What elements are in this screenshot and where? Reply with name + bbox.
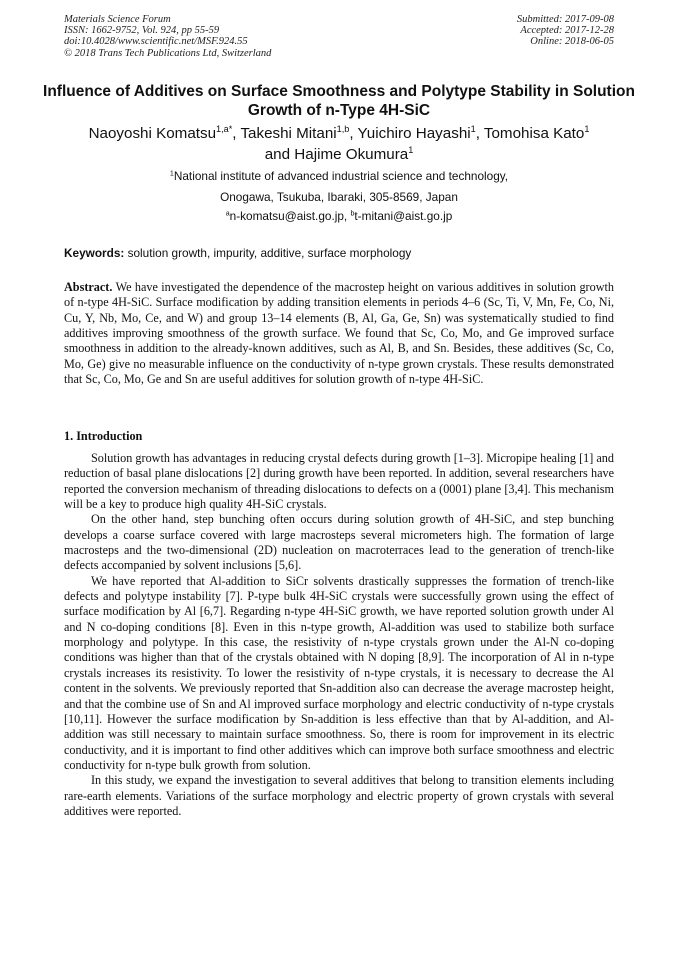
journal-issn: ISSN: 1662-9752, Vol. 924, pp 55-59 (64, 25, 220, 37)
affiliation-address: Onogawa, Tsukuba, Ibaraki, 305-8569, Japan (220, 190, 458, 204)
email-link[interactable]: t-mitani@aist.go.jp (354, 209, 453, 223)
author-name: Yuichiro Hayashi (357, 125, 471, 142)
author-affiliation-mark: 1 (470, 124, 476, 135)
author-affiliation-mark: 1 (408, 145, 414, 156)
introduction-body (64, 451, 614, 819)
author-name: Takeshi Mitani (240, 125, 337, 142)
journal-doi: doi:10.4028/www.scientific.net/MSF.924.55 (64, 36, 248, 48)
journal-header-left (64, 14, 271, 59)
journal-header-right (517, 14, 614, 48)
author-name: Tomohisa Kato (483, 125, 585, 142)
author-affiliation-mark: 1 (584, 124, 590, 135)
keywords-text: solution growth, impurity, additive, surface morphology (127, 246, 412, 260)
author-name: Naoyoshi Komatsu (88, 125, 217, 142)
abstract-label: Abstract. (64, 280, 113, 294)
journal-copyright: © 2018 Trans Tech Publications Ltd, Switzerland (64, 47, 272, 59)
paragraph: On the other hand, step bunching often occurs during solution growth of 4H-SiC, and step bunching develops a coarse surface covered with large macrosteps several micrometers high. The formation of large macrosteps and the two-dimensional (2D) nucleation on macroterraces lead to the generation of trench-like defects accompanied by solvent inclusions [5,6]. (64, 512, 614, 573)
email-mark: a (225, 209, 230, 218)
online-date: Online: 2018-06-05 (530, 36, 614, 48)
section-heading: 1. Introduction (64, 429, 143, 443)
affiliation-emails (40, 209, 638, 223)
affiliation-mark: 1 (169, 169, 174, 178)
affiliation-institute: $^1$National institute of advanced industrial science and technology, (169, 169, 509, 183)
journal-name: Materials Science Forum (64, 14, 171, 25)
abstract-text: We have investigated the dependence of the macrostep height on various additives in solution growth of n-type 4H-SiC. Surface modification by adding transition elements in periods 4–6 (Sc, Ti, V, Mn, Fe, Co, Ni, Cu, Y, Nb, Mo, Ce, and W) and group 13–14 elements (B, Al, Ga, Ge, Sn) was systematically studied to find additives improving smoothness of the growth surface. We found that Sc, Co, Mo, and Ge improved surface smoothness in addition to the already-known additives, such as Al, B, and Sn. Besides, these additives (Sc, Co, Mo, Ge) give no measurable influence on the conductivity of n-type grown crystals. These results demonstrated that Sc, Co, Mo, Ge and Sn are useful additives for solution growth of n-type 4H-SiC. (64, 280, 614, 387)
keywords-label: Keywords: (64, 246, 125, 260)
author-affiliation-mark: 1,a* (216, 124, 233, 135)
abstract (64, 280, 614, 387)
submitted-date: Submitted: 2017-09-08 (516, 14, 614, 25)
author-affiliation-mark: 1,b (336, 124, 350, 135)
author-list: Naoyoshi Komatsu$^{1,a*}$, Takeshi Mitani$^{1,b}$, Yuichiro Hayashi$^1$, Tomohisa Kato$^1$ and Hajime Okumura$^1$ (88, 124, 590, 163)
paragraph: Solution growth has advantages in reducing crystal defects during growth [1–3]. Micropipe healing [1] and reduction of basal plane dislocations [2] during growth have been reported. In addition, several researchers have reported the conversion mechanism of threading dislocations to defects on a (0001) plane [3,4]. This mechanism will be a key to produce high quality 4H-SiC crystals. (64, 451, 614, 512)
accepted-date: Accepted: 2017-12-28 (520, 25, 614, 37)
paper-title: Influence of Additives on Surface Smoothness and Polytype Stability in Solution Growth of n-Type 4H-SiC (43, 83, 635, 119)
email-link[interactable]: n-komatsu@aist.go.jp, (229, 209, 348, 223)
author-conjunction: and (264, 146, 291, 163)
author-name: Hajime Okumura (294, 146, 409, 163)
paragraph: We have reported that Al-addition to SiCr solvents drastically suppresses the formation of trench-like defects and polytype instability [7]. P-type bulk 4H-SiC crystals were successfully grown using the effect of surface modification by Al [6,7]. Regarding n-type 4H-SiC growth, we have reported solution growth under Al and N co-doping conditions [8]. Even in this n-type growth, Al-addition was used to stabilize both surface morphology and polytype. In this case, the resistivity of n-type crystals grown under the Al-N co-doping conditions was higher than that of the crystals obtained with N doping [8,9]. The incorporation of Al in n-type crystals increases its resistivity. To lower the resistivity of n-type crystals, it is necessary to decrease the Al content in the solvents. We previously reported that Sn-addition also can decrease the average macrostep height, and that the combine use of Sn and Al improved surface morphology and electric conductivity of n-type crystals [10,11]. However the surface modification by Sn-addition is less effective than that by Al-addition, and Al-addition was still necessary to maintain surface smoothness. So, there is room for improvement in its electric conductivity, and it is important to find other additives which can improve both surface smoothness and electric conductivity for n-type bulk growth from solution. (64, 573, 614, 772)
email-mark: b (350, 209, 355, 218)
keywords (64, 246, 614, 260)
paragraph: In this study, we expand the investigation to several additives that belong to transition elements including rare-earth elements. Variations of the surface morphology and electric property of grown crystals with several additives were reported. (64, 773, 614, 818)
